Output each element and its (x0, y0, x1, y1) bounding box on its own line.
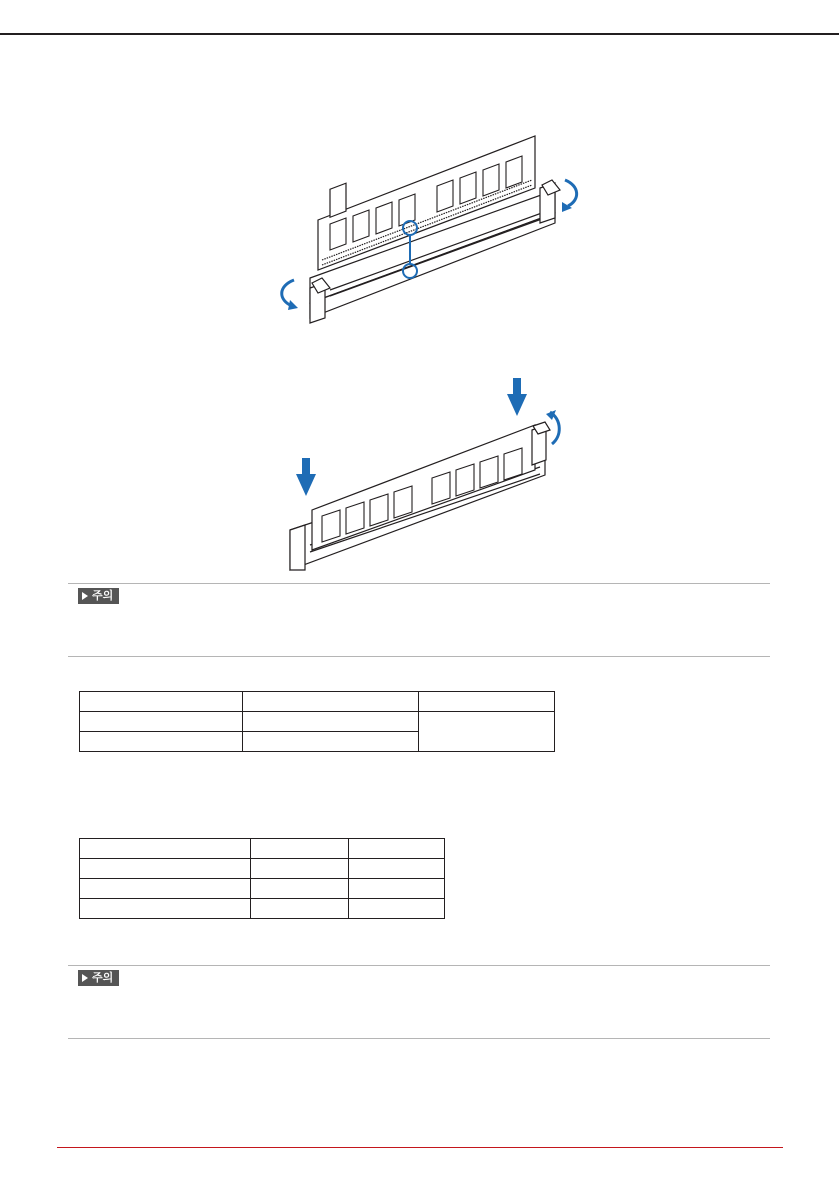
table-cell (419, 712, 555, 752)
rotate-arrow-icon (565, 180, 577, 206)
table-cell (349, 879, 445, 899)
table-row (80, 692, 555, 712)
table-cell (80, 899, 251, 919)
table-cell (243, 712, 419, 732)
table-cell (80, 859, 251, 879)
table-row (80, 899, 445, 919)
table-cell (80, 879, 251, 899)
caution-note (68, 965, 770, 1039)
table-cell (349, 899, 445, 919)
memory-press-illustration (270, 370, 570, 575)
table-cell (243, 732, 419, 752)
table-cell (243, 692, 419, 712)
table-cell (349, 859, 445, 879)
table-cell (251, 899, 349, 919)
table-cell (80, 692, 243, 712)
arrow-down-icon (296, 458, 316, 496)
table-cell (80, 712, 243, 732)
table-row (80, 839, 445, 859)
table-row (80, 859, 445, 879)
table-cell (80, 839, 251, 859)
caution-note (68, 583, 770, 657)
memory-insert-illustration (250, 128, 590, 328)
caution-badge: 주의 (78, 588, 119, 604)
table-row (80, 879, 445, 899)
table-cell (419, 692, 555, 712)
right-latch (532, 422, 550, 465)
table-cell (80, 732, 243, 752)
right-latch (540, 180, 560, 223)
table-row (80, 712, 555, 732)
table-cell (251, 839, 349, 859)
rotate-arrow-icon (282, 280, 294, 306)
table-cell (251, 879, 349, 899)
table-cell (251, 859, 349, 879)
table-cell (349, 839, 445, 859)
caution-badge: 주의 (78, 970, 119, 986)
spec-table-1 (79, 691, 555, 752)
spec-table-2 (79, 838, 445, 919)
header-rule (0, 33, 839, 35)
footer-rule (57, 1147, 783, 1148)
arrow-down-icon (507, 378, 527, 416)
